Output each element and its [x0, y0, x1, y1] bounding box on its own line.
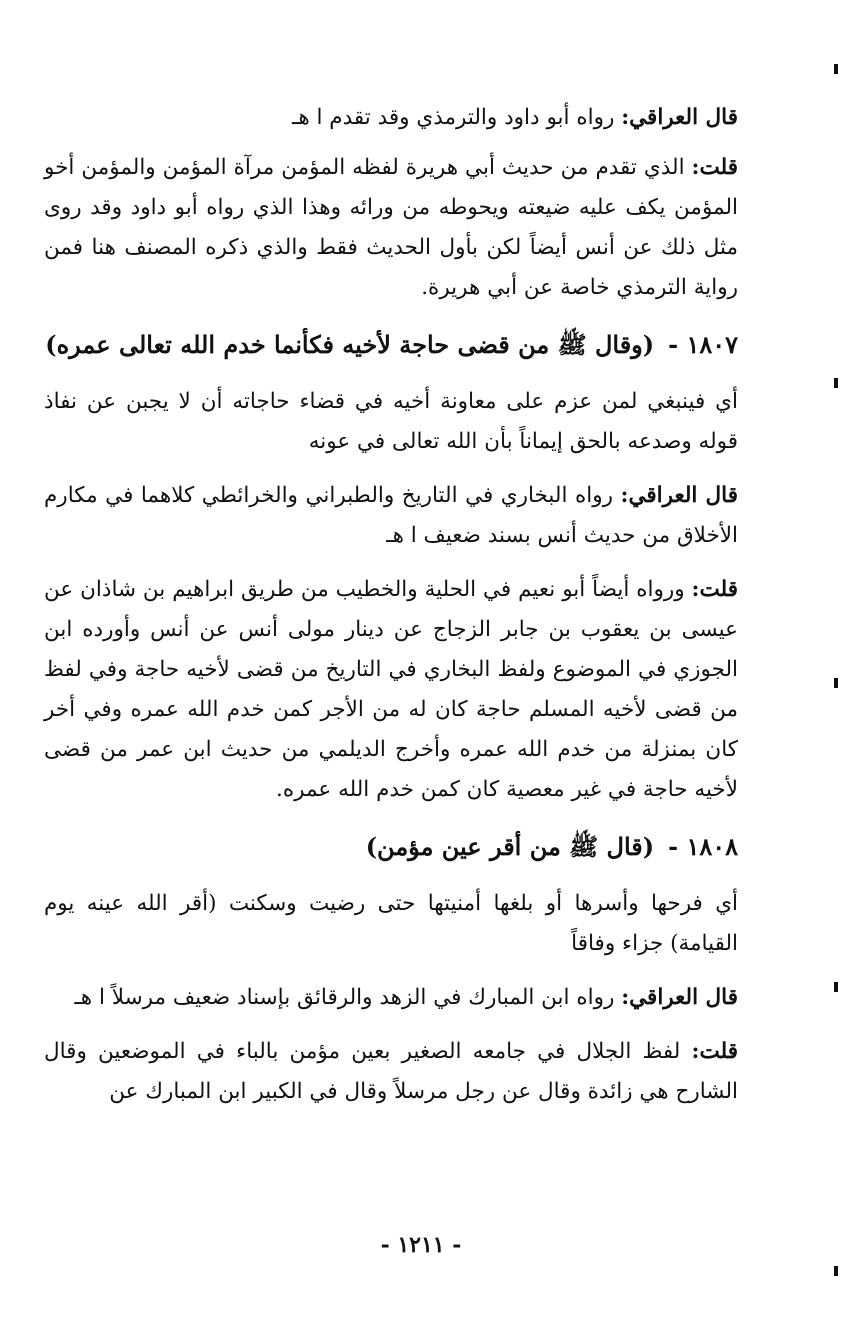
- margin-mark: [834, 982, 838, 992]
- hadith-number: ١٨٠٨ -: [668, 832, 738, 861]
- page-body: [44, 98, 738, 1126]
- paragraph-text: رواه البخاري في التاريخ والطبراني والخرائطي كلاهما في مكارم الأخلاق من حديث أنس بسند ضعيف ا هـ: [44, 483, 738, 548]
- paragraph-label: قلت:: [691, 155, 738, 180]
- paragraph-text: رواه ابن المبارك في الزهد والرقائق بإسناد ضعيف مرسلاً ا هـ: [74, 985, 615, 1010]
- margin-mark: [834, 64, 838, 74]
- paragraph-qult-3: [44, 1032, 738, 1112]
- paragraph-iraqi-1: [44, 98, 738, 138]
- paragraph-commentary-1807: [44, 382, 738, 462]
- hadith-number: ١٨٠٧ -: [668, 330, 738, 359]
- hadith-text: (وقال ﷺ من قضى حاجة لأخيه فكأنما خدم الله تعالى عمره): [45, 330, 655, 359]
- paragraph-label: قال العراقي:: [621, 985, 738, 1010]
- paragraph-qult-1: [44, 148, 738, 308]
- paragraph-qult-2: [44, 570, 738, 810]
- hadith-heading-1808: [44, 824, 738, 870]
- paragraph-label: قلت:: [691, 1039, 738, 1064]
- paragraph-text: أي فينبغي لمن عزم على معاونة أخيه في قضاء حاجاته أن لا يجبن عن نفاذ قوله وصدعه بالحق إيماناً بأن الله تعالى في عونه: [44, 389, 738, 454]
- margin-mark: [834, 378, 838, 388]
- margin-mark: [834, 1266, 838, 1276]
- paragraph-text: ورواه أيضاً أبو نعيم في الحلية والخطيب من طريق ابراهيم بن شاذان عن عيسى بن يعقوب بن جابر الزجاج عن دينار مولى أنس عن أنس وأورده ابن الجوزي في الموضوع ولفظ البخاري في التاريخ من قضى لأخيه حاجة وفي لفظ من قضى لأخيه المسلم حاجة كان له من الأجر كمن خدم الله عمره وفي أخر كان بمنزلة من خدم الله عمره وأخرج الديلمي من حديث ابن عمر من قضى لأخيه حاجة في غير معصية كان كمن خدم الله عمره.: [44, 577, 738, 802]
- paragraph-label: قال العراقي:: [620, 483, 739, 508]
- hadith-text: (قال ﷺ من أقر عين مؤمن): [365, 832, 655, 861]
- page-number: - ١٢١١ -: [380, 1232, 462, 1258]
- hadith-heading-1807: [44, 322, 738, 368]
- paragraph-text: أي فرحها وأسرها أو بلغها أمنيتها حتى رضيت وسكنت (أقر الله عينه يوم القيامة) جزاء وفاقاً: [44, 891, 738, 956]
- paragraph-text: الذي تقدم من حديث أبي هريرة لفظه المؤمن مرآة المؤمن والمؤمن أخو المؤمن يكف عليه ضيعته ويحوطه من ورائه وهذا الذي رواه أبو داود وقد روى مثل ذلك عن أنس أيضاً لكن بأول الحديث فقط والذي ذكره المصنف هنا فمن رواية الترمذي خاصة عن أبي هريرة.: [44, 155, 738, 300]
- paragraph-text: رواه أبو داود والترمذي وقد تقدم ا هـ: [292, 105, 615, 130]
- paragraph-iraqi-3: [44, 978, 738, 1018]
- paragraph-label: قال العراقي:: [621, 105, 738, 130]
- margin-mark: [834, 678, 838, 688]
- paragraph-label: قلت:: [691, 577, 738, 602]
- paragraph-commentary-1808: [44, 884, 738, 964]
- paragraph-iraqi-2: [44, 476, 738, 556]
- paragraph-text: لفظ الجلال في جامعه الصغير بعين مؤمن بالباء في الموضعين وقال الشارح هي زائدة وقال عن رجل مرسلاً وقال في الكبير ابن المبارك عن: [44, 1039, 738, 1104]
